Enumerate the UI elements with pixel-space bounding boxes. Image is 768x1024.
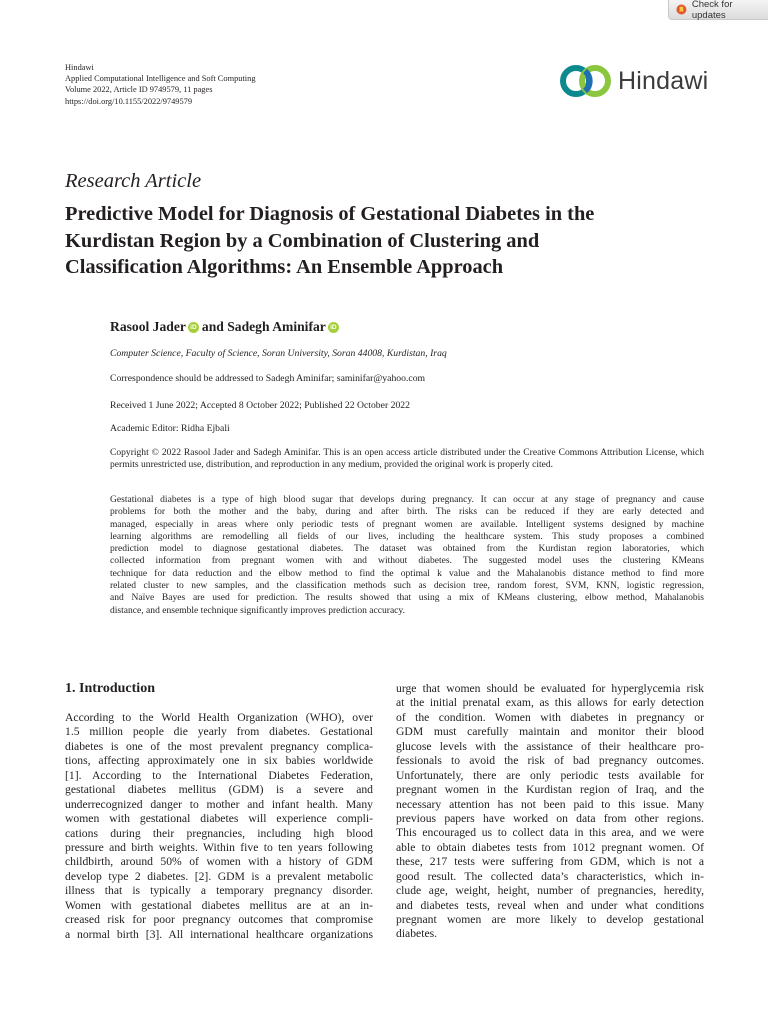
body-line: underrecognized danger to mother and infant health. Many: [65, 797, 373, 811]
body-line: fessionals to avoid the risk of bad pregnancy outcomes.: [396, 754, 704, 768]
abstract-line: problems for both the mother and the baby, during and after birth. The risks can be reduced if they are early detected and: [110, 506, 704, 518]
abstract-line: managed, especially in areas where only periodic tests of pregnant women are available. Intelligent systems designed by machine: [110, 518, 704, 530]
academic-editor: Academic Editor: Ridha Ejbali: [110, 423, 230, 434]
journal-meta: [65, 62, 256, 107]
body-line: diabetes is one of the most prevalent pregnancy complica-: [65, 739, 373, 753]
body-line: a normal birth [3]. All international healthcare organizations: [65, 927, 373, 941]
bookmark-icon: [676, 4, 687, 15]
abstract: [110, 494, 704, 617]
abstract-line: collected information from pregnant women with and without diabetes. The suggested model uses the clustering KMeans: [110, 555, 704, 567]
abstract-line: prediction model to diagnose gestational diabetes. The dataset was obtained from the Kurdistan region laboratories, which: [110, 543, 704, 555]
publisher-name: Hindawi: [65, 63, 94, 72]
body-line: This encouraged us to collect data in this area, and we were: [396, 826, 704, 840]
author-name[interactable]: Rasool Jader: [110, 319, 186, 334]
doi-link[interactable]: https://doi.org/10.1155/2022/9749579: [65, 96, 193, 106]
body-column-left: [65, 711, 373, 942]
author-list: [110, 319, 342, 335]
orcid-icon[interactable]: iD: [328, 322, 339, 333]
body-line: pregnant women are more likely to develop gestational: [396, 913, 704, 926]
publication-dates: Received 1 June 2022; Accepted 8 October 2022; Published 22 October 2022: [110, 400, 410, 411]
abstract-line: learning algorithms are remodelling all fields of our lives, including the healthcare system. This study proposes a combined: [110, 530, 704, 542]
abstract-line: distance, and ensemble technique significantly improves prediction accuracy.: [110, 604, 405, 616]
title-line: Predictive Model for Diagnosis of Gestational Diabetes in the: [65, 203, 595, 225]
title-line: Kurdistan Region by a Combination of Clustering and: [65, 229, 540, 252]
hindawi-wordmark: Hindawi: [618, 66, 709, 95]
volume-info: Volume 2022, Article ID 9749579, 11 pages: [65, 85, 213, 95]
abstract-line: technique for data reduction and the elbow method to find the optimal k value and the Mahalanobis distance method to find more: [110, 567, 704, 579]
abstract-line: and Naïve Bayes are used for prediction. The results showed that using a mix of KMeans clustering, elbow method, Mahalanobis: [110, 592, 704, 604]
body-line: glucose levels with the assistance of their healthcare pro-: [396, 739, 704, 753]
body-line: able to obtain diabetes tests from 1012 pregnant women. Of: [396, 840, 704, 854]
body-line: good result. The collected data’s characteristics, which in-: [396, 869, 704, 883]
body-line: these, 217 tests were suffering from GDM, which is not a: [396, 855, 704, 869]
body-line: women with gestational diabetes will experience compli-: [65, 812, 373, 826]
body-line: pregnant women in the Kurdistan region of Iraq, and the: [396, 783, 704, 797]
body-line: pressure and birth weights. Within five to ten years following: [65, 840, 373, 854]
body-column-right: [396, 682, 704, 942]
copyright-notice: Copyright © 2022 Rasool Jader and Sadegh Aminifar. This is an open access article distributed under the Creative Commons Attribution License, which permits unrestricted use, distribution, and reproduction in any medium, provided the original work is properly cited.: [110, 447, 704, 471]
affiliation: Computer Science, Faculty of Science, Soran University, Soran 44008, Kurdistan, Iraq: [110, 348, 447, 359]
body-line: previous papers have worked on data from other regions.: [396, 811, 704, 825]
body-line: develop type 2 diabetes. [2]. GDM is a prevalent metabolic: [65, 869, 373, 883]
body-line: childbirth, around 50% of women with a history of GDM: [65, 855, 373, 869]
body-line: 1.5 million people die yearly from diabetes. Gestational: [65, 725, 373, 739]
body-line: of the condition. Women with diabetes in pregnancy or: [396, 710, 704, 724]
abstract-line: Gestational diabetes is a type of high blood sugar that develops during pregnancy. It can occur at any stage of pregnancy and cause: [110, 494, 704, 505]
body-line: GDM must carefully maintain and monitor their blood: [396, 725, 704, 739]
correspondence: Correspondence should be addressed to Sadegh Aminifar; saminifar@yahoo.com: [110, 373, 426, 384]
body-line: clude age, weight, height, number of pregnancies, heredity,: [396, 884, 704, 898]
journal-name: Applied Computational Intelligence and Soft Computing: [65, 74, 256, 84]
article-type: Research Article: [65, 170, 202, 192]
body-line: urge that women should be evaluated for hyperglycemia risk: [396, 682, 704, 695]
body-line: cations during their pregnancies, including high blood: [65, 826, 373, 840]
body-line: at the initial prenatal exam, as this allows for early detection: [396, 696, 704, 710]
author-joiner: and: [201, 319, 224, 334]
hindawi-logo: [558, 62, 708, 100]
check-for-updates-label: Check for updates: [691, 0, 733, 21]
body-line: Unfortunately, there are only periodic tests available for: [396, 768, 704, 782]
paper-title: [65, 201, 705, 281]
check-for-updates-button[interactable]: [668, 0, 768, 20]
body-line: necessary attention has not been paid to this issue. Many: [396, 797, 704, 811]
orcid-icon[interactable]: iD: [188, 322, 199, 333]
author-name[interactable]: Sadegh Aminifar: [227, 319, 326, 334]
hindawi-logo-icon: [558, 62, 614, 100]
body-line: According to the World Health Organization (WHO), over: [65, 711, 373, 724]
body-line: illness that is typically a temporary pregnancy disorder.: [65, 884, 373, 898]
body-line: diabetes.: [396, 927, 438, 941]
body-line: and diabetes tests, reveal when and under what conditions: [396, 898, 704, 912]
body-line: gestational diabetes mellitus (GDM) is a severe and: [65, 783, 373, 797]
body-line: [1]. According to the International Diabetes Federation,: [65, 768, 373, 782]
section-heading: 1. Introduction: [65, 681, 155, 696]
body-line: tions, affecting approximately one in six babies worldwide: [65, 754, 373, 768]
body-line: Women with gestational diabetes mellitus are at an in-: [65, 898, 373, 912]
title-line: Classification Algorithms: An Ensemble Approach: [65, 256, 504, 278]
abstract-line: related cluster to new samples, and the classification methods such as decision tree, random forest, SVM, KNN, logistic regression,: [110, 580, 704, 592]
body-line: creased risk for poor pregnancy outcomes that compromise: [65, 913, 373, 927]
